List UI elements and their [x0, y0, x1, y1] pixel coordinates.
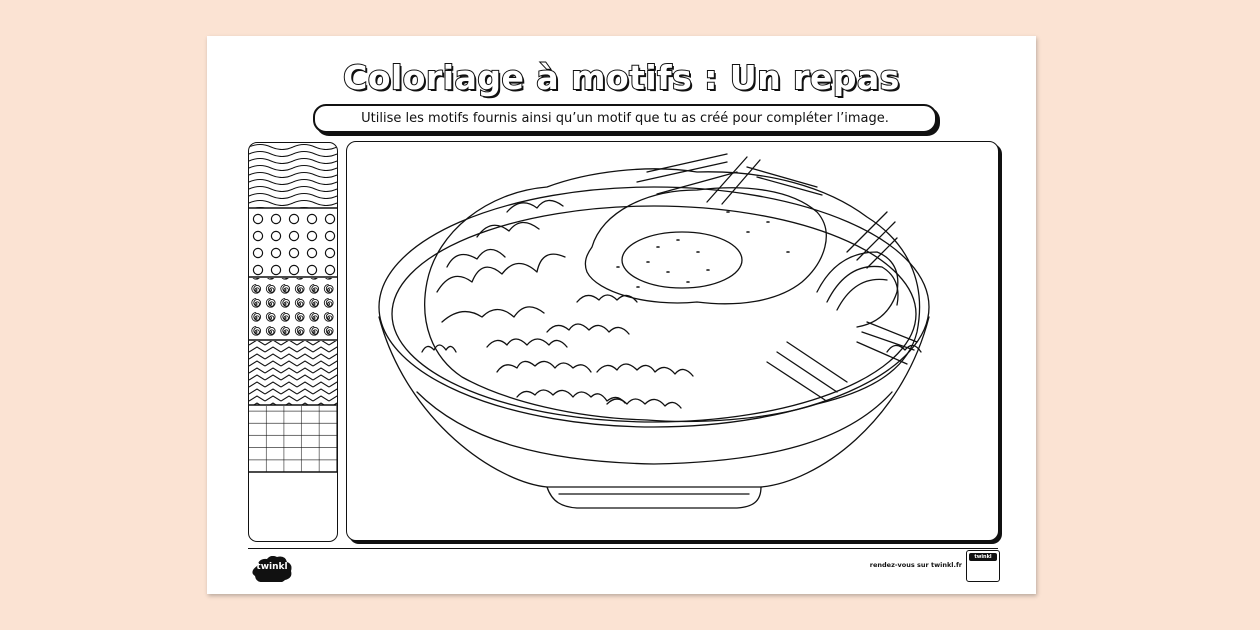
pattern-strip: [248, 142, 338, 542]
worksheet-title: Coloriage à motifs : Un repas: [343, 58, 900, 97]
logo-text: twinkl: [256, 562, 288, 572]
picture-frame: [346, 141, 999, 541]
worksheet-page: [207, 36, 1036, 594]
footer-url[interactable]: rendez-vous sur twinkl.fr: [869, 561, 962, 569]
checked-stamp-icon: [966, 550, 1000, 582]
instruction-banner: [313, 104, 937, 133]
footer-divider: [248, 548, 998, 549]
instruction-text: Utilise les motifs fournis ainsi qu’un motif que tu as créé pour compléter l’image.: [361, 111, 889, 126]
spiral-pattern-swatch: [249, 278, 337, 340]
stamp-label: twinkl: [969, 553, 997, 561]
circle-pattern-swatch: [249, 209, 337, 277]
wave-pattern-swatch: [249, 143, 337, 208]
grid-pattern-swatch: [249, 406, 337, 472]
twinkl-logo: [251, 556, 293, 582]
bibimbap-bowl-icon: [347, 142, 998, 540]
pattern-swatches: [249, 143, 337, 541]
zigzag-pattern-swatch: [249, 341, 337, 405]
